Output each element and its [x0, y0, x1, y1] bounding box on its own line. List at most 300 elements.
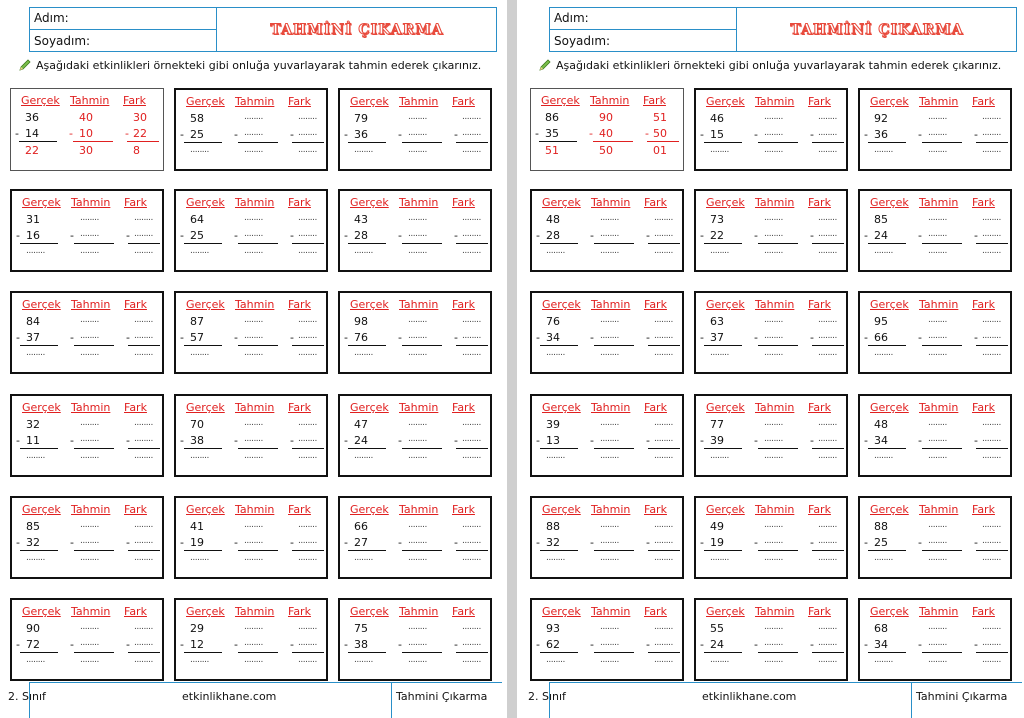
exercise-card — [174, 291, 328, 374]
result-blank[interactable]: ........ — [654, 553, 673, 563]
divider — [758, 142, 798, 143]
result-blank[interactable]: ........ — [244, 246, 263, 256]
estimate-blank[interactable]: ........ — [764, 229, 783, 239]
divider — [868, 142, 906, 143]
header-estimate: Tahmin — [399, 605, 439, 618]
result-blank[interactable]: ........ — [80, 348, 99, 358]
result-blank[interactable]: ........ — [190, 145, 209, 155]
result-blank[interactable]: ........ — [190, 655, 209, 665]
divider — [922, 652, 962, 653]
result-blank[interactable]: ........ — [190, 553, 209, 563]
minus-sign: - — [234, 638, 238, 651]
result-blank[interactable]: ........ — [546, 655, 565, 665]
estimate-blank[interactable]: ........ — [80, 536, 99, 546]
result-blank[interactable]: ........ — [408, 553, 427, 563]
minus-sign: - — [344, 434, 348, 447]
result-blank[interactable]: ........ — [298, 655, 317, 665]
difference-blank[interactable]: ........ — [982, 622, 1001, 632]
estimate-blank[interactable]: ........ — [80, 520, 99, 530]
estimate-blank[interactable]: ........ — [244, 112, 263, 122]
subtrahend: 34 — [874, 434, 888, 447]
estimate-blank[interactable]: ........ — [764, 418, 783, 428]
difference-blank[interactable]: ........ — [134, 536, 153, 546]
subtrahend: 76 — [354, 331, 368, 344]
difference-blank[interactable]: ........ — [134, 418, 153, 428]
estimate-blank[interactable]: ........ — [408, 520, 427, 530]
difference-blank[interactable]: ........ — [818, 128, 837, 138]
estimate-blank[interactable]: ........ — [244, 418, 263, 428]
result-blank[interactable]: ........ — [654, 655, 673, 665]
minuend: 88 — [546, 520, 560, 533]
result-blank[interactable]: ........ — [874, 451, 893, 461]
estimate-blank[interactable]: ........ — [408, 315, 427, 325]
difference-blank[interactable]: ........ — [982, 536, 1001, 546]
difference-blank[interactable]: ........ — [134, 520, 153, 530]
estimate-blank[interactable]: ........ — [80, 229, 99, 239]
minuend: 66 — [354, 520, 368, 533]
minus-sign: - — [454, 128, 458, 141]
result-blank[interactable]: ........ — [298, 348, 317, 358]
result-blank[interactable]: ........ — [298, 246, 317, 256]
estimate-blank[interactable]: ........ — [80, 622, 99, 632]
result-blank[interactable]: ........ — [134, 246, 153, 256]
result-blank[interactable]: ........ — [80, 246, 99, 256]
difference-blank[interactable]: ........ — [654, 331, 673, 341]
difference-blank[interactable]: ........ — [462, 213, 481, 223]
result-blank[interactable]: ........ — [354, 553, 373, 563]
difference-blank[interactable]: ........ — [818, 229, 837, 239]
result-blank[interactable]: ........ — [462, 348, 481, 358]
difference-blank[interactable]: ........ — [818, 315, 837, 325]
difference-blank[interactable]: ........ — [462, 128, 481, 138]
header-difference: Fark — [124, 298, 147, 311]
estimate-blank[interactable]: ........ — [600, 638, 619, 648]
difference-blank[interactable]: ........ — [654, 434, 673, 444]
result-blank[interactable]: ........ — [80, 655, 99, 665]
header-actual: Gerçek — [350, 95, 389, 108]
estimate-blank[interactable]: ........ — [244, 128, 263, 138]
estimate-blank[interactable]: ........ — [928, 229, 947, 239]
result-blank[interactable]: ........ — [244, 553, 263, 563]
difference-blank[interactable]: ........ — [654, 622, 673, 632]
result-blank[interactable]: ........ — [462, 655, 481, 665]
result-blank[interactable]: ........ — [600, 553, 619, 563]
divider — [456, 142, 488, 143]
difference-blank[interactable]: ........ — [134, 229, 153, 239]
difference-blank[interactable]: ........ — [134, 638, 153, 648]
difference-blank[interactable]: ........ — [982, 213, 1001, 223]
estimate-blank[interactable]: ........ — [244, 315, 263, 325]
estimate-blank[interactable]: ........ — [244, 638, 263, 648]
minus-sign: - — [810, 638, 814, 651]
difference-blank[interactable]: ........ — [298, 638, 317, 648]
difference-blank[interactable]: ........ — [982, 128, 1001, 138]
difference-blank[interactable]: ........ — [818, 213, 837, 223]
estimate-blank[interactable]: ........ — [764, 213, 783, 223]
header-estimate: Tahmin — [235, 503, 275, 516]
exercise-card — [10, 394, 164, 477]
result-blank[interactable]: ........ — [818, 145, 837, 155]
result-blank[interactable]: ........ — [408, 451, 427, 461]
estimate-blank[interactable]: ........ — [928, 520, 947, 530]
result-blank[interactable]: ........ — [462, 451, 481, 461]
estimate-blank[interactable]: ........ — [408, 418, 427, 428]
estimate-blank[interactable]: ........ — [600, 536, 619, 546]
difference-blank[interactable]: ........ — [462, 112, 481, 122]
estimate-blank[interactable]: ........ — [244, 536, 263, 546]
result-blank[interactable]: ........ — [26, 553, 45, 563]
result-blank[interactable]: ........ — [134, 655, 153, 665]
estimate-blank[interactable]: ........ — [600, 520, 619, 530]
header-actual: Gerçek — [22, 196, 61, 209]
difference-blank[interactable]: ........ — [654, 229, 673, 239]
estimate-blank[interactable]: ........ — [408, 638, 427, 648]
difference-blank[interactable]: ........ — [818, 520, 837, 530]
estimate-blank[interactable]: ........ — [928, 418, 947, 428]
result-blank[interactable]: ........ — [134, 348, 153, 358]
estimate-blank[interactable]: ........ — [600, 229, 619, 239]
result-blank[interactable]: ........ — [26, 655, 45, 665]
estimate-blank[interactable]: ........ — [928, 112, 947, 122]
result-blank[interactable]: ........ — [928, 655, 947, 665]
difference-blank[interactable]: ........ — [462, 622, 481, 632]
estimate-blank[interactable]: ........ — [764, 315, 783, 325]
difference-blank[interactable]: ........ — [298, 418, 317, 428]
result-blank[interactable]: ........ — [710, 553, 729, 563]
difference-blank[interactable]: ........ — [462, 315, 481, 325]
result-blank[interactable]: ........ — [26, 348, 45, 358]
difference-blank[interactable]: ........ — [982, 418, 1001, 428]
result-blank[interactable]: ........ — [818, 348, 837, 358]
result-blank[interactable]: ........ — [354, 246, 373, 256]
divider — [540, 550, 578, 551]
estimate-blank[interactable]: ........ — [408, 112, 427, 122]
estimate-blank[interactable]: ........ — [244, 622, 263, 632]
estimate-blank[interactable]: ........ — [928, 128, 947, 138]
result-blank[interactable]: ........ — [764, 246, 783, 256]
result-blank[interactable]: ........ — [244, 451, 263, 461]
header-actual: Gerçek — [542, 401, 581, 414]
difference-blank[interactable]: ........ — [298, 622, 317, 632]
exercise-card — [10, 598, 164, 681]
difference-blank[interactable]: ........ — [654, 315, 673, 325]
divider — [184, 550, 222, 551]
result-blank[interactable]: ........ — [408, 348, 427, 358]
estimate-blank[interactable]: ........ — [600, 434, 619, 444]
surname-field[interactable]: Soyadım: — [30, 30, 217, 52]
minuend: 39 — [546, 418, 560, 431]
result-blank[interactable]: ........ — [710, 451, 729, 461]
difference-blank[interactable]: ........ — [298, 520, 317, 530]
result-blank[interactable]: ........ — [982, 246, 1001, 256]
difference-blank[interactable]: ........ — [982, 229, 1001, 239]
difference-blank[interactable]: ........ — [982, 520, 1001, 530]
result-blank[interactable]: ........ — [764, 553, 783, 563]
estimate-blank[interactable]: ........ — [928, 315, 947, 325]
estimate-blank[interactable]: ........ — [244, 229, 263, 239]
difference-blank[interactable]: ........ — [134, 213, 153, 223]
result-blank[interactable]: ........ — [546, 348, 565, 358]
divider — [704, 345, 742, 346]
result-blank[interactable]: ........ — [764, 348, 783, 358]
difference-blank[interactable]: ........ — [298, 434, 317, 444]
result-blank[interactable]: ........ — [764, 451, 783, 461]
difference-blank[interactable]: ........ — [298, 229, 317, 239]
header-difference: Fark — [972, 503, 995, 516]
estimate-blank[interactable]: ........ — [764, 331, 783, 341]
header-actual: Gerçek — [350, 196, 389, 209]
minus-sign: - — [16, 229, 20, 242]
difference-blank[interactable]: ........ — [462, 536, 481, 546]
worksheet-left — [0, 0, 504, 718]
difference-blank[interactable]: ........ — [654, 638, 673, 648]
estimate-blank[interactable]: ........ — [600, 213, 619, 223]
result-blank[interactable]: ........ — [600, 451, 619, 461]
estimate-blank[interactable]: ........ — [928, 638, 947, 648]
difference-blank[interactable]: ........ — [298, 213, 317, 223]
estimate-blank[interactable]: ........ — [764, 128, 783, 138]
difference-blank[interactable]: ........ — [982, 331, 1001, 341]
difference-blank[interactable]: ........ — [982, 315, 1001, 325]
divider — [20, 243, 58, 244]
difference-blank[interactable]: ........ — [818, 418, 837, 428]
minus-sign: - — [974, 128, 978, 141]
divider — [184, 243, 222, 244]
difference-blank[interactable]: ........ — [818, 112, 837, 122]
result-blank[interactable]: ........ — [764, 145, 783, 155]
result-actual: 51 — [545, 144, 559, 157]
result-blank[interactable]: ........ — [190, 348, 209, 358]
estimate-blank[interactable]: ........ — [80, 331, 99, 341]
estimate-blank[interactable]: ........ — [80, 315, 99, 325]
header-actual: Gerçek — [541, 94, 580, 107]
result-blank[interactable]: ........ — [462, 246, 481, 256]
result-blank[interactable]: ........ — [354, 348, 373, 358]
estimate-blank[interactable]: ........ — [928, 622, 947, 632]
result-blank[interactable]: ........ — [928, 348, 947, 358]
estimate-blank[interactable]: ........ — [928, 331, 947, 341]
difference-blank[interactable]: ........ — [982, 112, 1001, 122]
result-blank[interactable]: ........ — [134, 451, 153, 461]
difference-blank[interactable]: ........ — [134, 315, 153, 325]
result-blank[interactable]: ........ — [354, 655, 373, 665]
subtrahend: 28 — [546, 229, 560, 242]
estimate-blank[interactable]: ........ — [764, 434, 783, 444]
estimate-blank[interactable]: ........ — [80, 418, 99, 428]
estimate-blank[interactable]: ........ — [764, 520, 783, 530]
header-difference: Fark — [452, 605, 475, 618]
result-blank[interactable]: ........ — [874, 348, 893, 358]
subtrahend: 38 — [190, 434, 204, 447]
estimate-blank[interactable]: ........ — [244, 213, 263, 223]
result-blank[interactable]: ........ — [546, 246, 565, 256]
estimate-blank[interactable]: ........ — [80, 434, 99, 444]
result-blank[interactable]: ........ — [298, 451, 317, 461]
difference-blank[interactable]: ........ — [818, 622, 837, 632]
result-blank[interactable]: ........ — [874, 655, 893, 665]
result-blank[interactable]: ........ — [710, 145, 729, 155]
difference-blank[interactable]: ........ — [818, 434, 837, 444]
difference-blank[interactable]: ........ — [134, 331, 153, 341]
subtrahend: 32 — [26, 536, 40, 549]
difference-blank[interactable]: ........ — [982, 434, 1001, 444]
estimate-blank[interactable]: ........ — [928, 213, 947, 223]
difference-blank[interactable]: ........ — [818, 331, 837, 341]
difference-blank[interactable]: ........ — [462, 434, 481, 444]
result-blank[interactable]: ........ — [298, 145, 317, 155]
estimate-blank[interactable]: ........ — [600, 418, 619, 428]
difference-blank[interactable]: ........ — [654, 536, 673, 546]
minus-sign: - — [974, 536, 978, 549]
estimate-blank[interactable]: ........ — [80, 638, 99, 648]
header-difference: Fark — [124, 503, 147, 516]
result-blank[interactable]: ........ — [244, 348, 263, 358]
estimate-blank[interactable]: ........ — [928, 434, 947, 444]
difference-blank[interactable]: ........ — [462, 638, 481, 648]
estimate-blank[interactable]: ........ — [600, 622, 619, 632]
difference-blank[interactable]: ........ — [298, 331, 317, 341]
difference-blank[interactable]: ........ — [818, 536, 837, 546]
result-blank[interactable]: ........ — [600, 348, 619, 358]
result-blank[interactable]: ........ — [818, 553, 837, 563]
difference-blank[interactable]: ........ — [462, 520, 481, 530]
result-blank[interactable]: ........ — [408, 145, 427, 155]
divider — [758, 550, 798, 551]
diff-minuend: 51 — [653, 111, 667, 124]
result-blank[interactable]: ........ — [546, 451, 565, 461]
result-blank[interactable]: ........ — [654, 246, 673, 256]
estimate-blank[interactable]: ........ — [600, 331, 619, 341]
name-field[interactable]: Adım: — [30, 8, 217, 30]
estimate-blank[interactable]: ........ — [764, 622, 783, 632]
result-blank[interactable]: ........ — [462, 145, 481, 155]
result-blank[interactable]: ........ — [818, 451, 837, 461]
estimate-blank[interactable]: ........ — [408, 229, 427, 239]
header-difference: Fark — [452, 401, 475, 414]
result-blank[interactable]: ........ — [710, 655, 729, 665]
difference-blank[interactable]: ........ — [134, 622, 153, 632]
estimate-blank[interactable]: ........ — [408, 331, 427, 341]
exercise-card — [858, 189, 1012, 272]
result-blank[interactable]: ........ — [982, 348, 1001, 358]
result-blank[interactable]: ........ — [982, 655, 1001, 665]
result-blank[interactable]: ........ — [710, 246, 729, 256]
estimate-blank[interactable]: ........ — [408, 536, 427, 546]
result-blank[interactable]: ........ — [764, 655, 783, 665]
difference-blank[interactable]: ........ — [298, 536, 317, 546]
result-blank[interactable]: ........ — [818, 246, 837, 256]
divider — [456, 243, 488, 244]
exercise-card — [694, 189, 848, 272]
divider — [20, 550, 58, 551]
estimate-blank[interactable]: ........ — [600, 315, 619, 325]
estimate-blank[interactable]: ........ — [80, 213, 99, 223]
estimate-blank[interactable]: ........ — [408, 128, 427, 138]
result-blank[interactable]: ........ — [928, 246, 947, 256]
result-blank[interactable]: ........ — [982, 145, 1001, 155]
result-blank[interactable]: ........ — [80, 553, 99, 563]
result-blank[interactable]: ........ — [134, 553, 153, 563]
result-blank[interactable]: ........ — [928, 451, 947, 461]
difference-blank[interactable]: ........ — [298, 128, 317, 138]
result-blank[interactable]: ........ — [408, 655, 427, 665]
divider — [402, 345, 442, 346]
result-blank[interactable]: ........ — [190, 246, 209, 256]
result-blank[interactable]: ........ — [26, 451, 45, 461]
result-blank[interactable]: ........ — [654, 451, 673, 461]
result-blank[interactable]: ........ — [408, 246, 427, 256]
subtrahend: 25 — [190, 229, 204, 242]
result-blank[interactable]: ........ — [874, 145, 893, 155]
result-blank[interactable]: ........ — [244, 145, 263, 155]
difference-blank[interactable]: ........ — [654, 418, 673, 428]
difference-blank[interactable]: ........ — [134, 434, 153, 444]
difference-blank[interactable]: ........ — [462, 331, 481, 341]
result-blank[interactable]: ........ — [600, 655, 619, 665]
result-blank[interactable]: ........ — [982, 451, 1001, 461]
result-blank[interactable]: ........ — [654, 348, 673, 358]
divider — [238, 550, 278, 551]
estimate-blank[interactable]: ........ — [928, 536, 947, 546]
estimate-blank[interactable]: ........ — [408, 434, 427, 444]
difference-blank[interactable]: ........ — [462, 229, 481, 239]
estimate-blank[interactable]: ........ — [764, 638, 783, 648]
header-estimate: Tahmin — [919, 196, 959, 209]
result-blank[interactable]: ........ — [298, 553, 317, 563]
surname-field[interactable]: Soyadım: — [550, 30, 737, 52]
difference-blank[interactable]: ........ — [462, 418, 481, 428]
result-blank[interactable]: ........ — [354, 145, 373, 155]
estimate-blank[interactable]: ........ — [764, 536, 783, 546]
result-blank[interactable]: ........ — [546, 553, 565, 563]
minus-sign: - — [398, 536, 402, 549]
difference-blank[interactable]: ........ — [982, 638, 1001, 648]
difference-blank[interactable]: ........ — [654, 213, 673, 223]
header-difference: Fark — [124, 196, 147, 209]
estimate-blank[interactable]: ........ — [244, 434, 263, 444]
result-blank[interactable]: ........ — [80, 451, 99, 461]
result-blank[interactable]: ........ — [244, 655, 263, 665]
exercise-card — [858, 88, 1012, 171]
result-blank[interactable]: ........ — [874, 553, 893, 563]
estimate-blank[interactable]: ........ — [244, 520, 263, 530]
header-actual: Gerçek — [706, 401, 745, 414]
minuend: 84 — [26, 315, 40, 328]
result-blank[interactable]: ........ — [874, 246, 893, 256]
result-blank[interactable]: ........ — [710, 348, 729, 358]
name-field[interactable]: Adım: — [550, 8, 737, 30]
result-blank[interactable]: ........ — [26, 246, 45, 256]
result-blank[interactable]: ........ — [928, 553, 947, 563]
difference-blank[interactable]: ........ — [298, 112, 317, 122]
estimate-blank[interactable]: ........ — [408, 213, 427, 223]
estimate-blank[interactable]: ........ — [244, 331, 263, 341]
result-blank[interactable]: ........ — [600, 246, 619, 256]
difference-blank[interactable]: ........ — [654, 520, 673, 530]
result-blank[interactable]: ........ — [818, 655, 837, 665]
result-blank[interactable]: ........ — [354, 451, 373, 461]
estimate-blank[interactable]: ........ — [764, 112, 783, 122]
minus-sign: - — [864, 331, 868, 344]
difference-blank[interactable]: ........ — [298, 315, 317, 325]
result-blank[interactable]: ........ — [982, 553, 1001, 563]
difference-blank[interactable]: ........ — [818, 638, 837, 648]
result-blank[interactable]: ........ — [928, 145, 947, 155]
result-blank[interactable]: ........ — [462, 553, 481, 563]
result-blank[interactable]: ........ — [190, 451, 209, 461]
estimate-blank[interactable]: ........ — [408, 622, 427, 632]
minus-sign: - — [918, 331, 922, 344]
